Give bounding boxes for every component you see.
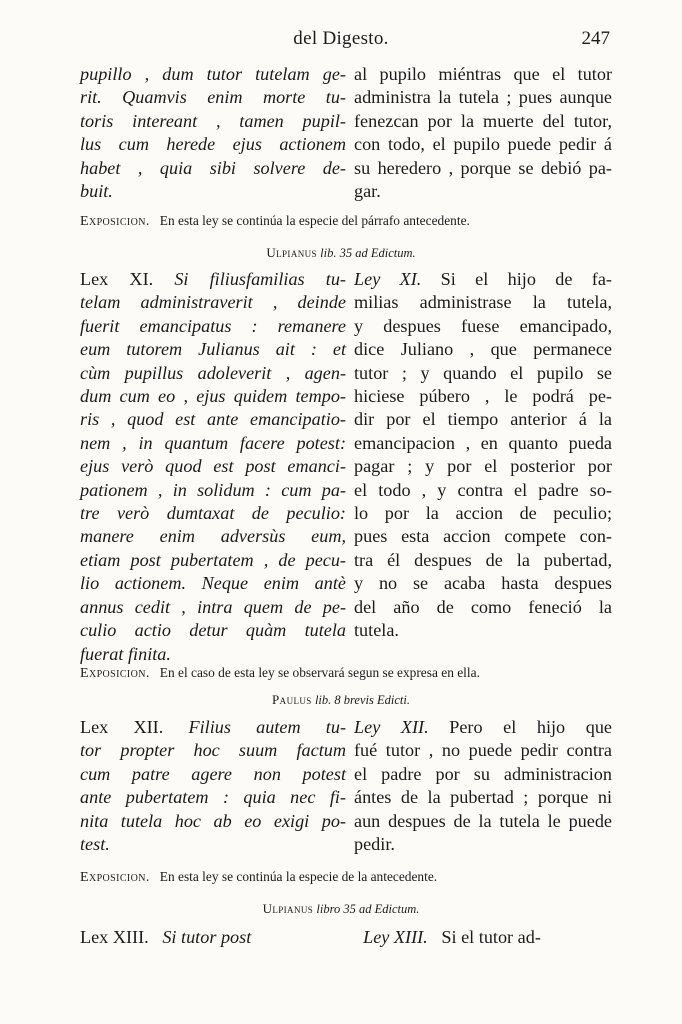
exposicion-text: En esta ley se continúa la especie del párrafo antecedente.	[159, 213, 470, 228]
latin-line: lio actionem. Neque enim antè	[80, 573, 346, 594]
source-author: Paulus	[272, 692, 312, 707]
page-header	[0, 28, 682, 54]
block1-latin-column	[80, 63, 346, 203]
block3	[80, 716, 612, 856]
block3-latin-column	[80, 716, 346, 856]
spanish-text: Pero el hijo que	[449, 717, 612, 737]
lex-heading: Lex XIII.	[80, 927, 149, 947]
spanish-line	[354, 716, 612, 739]
spanish-line: fué tutor , no puede pedir contra	[354, 740, 612, 761]
exposicion-note	[80, 869, 612, 886]
spanish-line: al pupilo miéntras que el tutor	[354, 64, 612, 84]
latin-line	[80, 268, 346, 291]
spanish-line: su heredero , porque se debió pa-	[354, 157, 612, 178]
latin-line: ejus verò quod est post emanci-	[80, 456, 346, 477]
latin-line: habet , quia sibi solvere de-	[80, 157, 346, 178]
spanish-line: dice Juliano , que permanece	[354, 339, 612, 360]
latin-line: pupillo , dum tutor tutelam ge-	[80, 64, 346, 84]
spanish-line: aun despues de la tutela le puede	[354, 810, 612, 831]
block4-spanish-column	[354, 926, 612, 949]
ley-heading: Ley XII.	[354, 717, 429, 737]
lex-heading: Lex XI.	[80, 269, 154, 289]
spanish-line: pagar ; y por el posterior por	[354, 456, 612, 477]
block2	[80, 268, 612, 666]
spanish-line: dir por el tiempo anterior á la	[354, 409, 612, 430]
latin-line: lus cum herede ejus actionem	[80, 134, 346, 155]
exposicion-label: Exposicion.	[80, 666, 150, 681]
spanish-line: gar.	[354, 181, 381, 202]
latin-line	[80, 716, 346, 739]
spanish-line: milias administrase la tutela,	[354, 292, 612, 313]
latin-line: ante pubertatem : quia nec fi-	[80, 787, 346, 808]
source-reference: lib. 35 ad Edictum.	[320, 246, 416, 260]
latin-line: tor propter hoc suum factum	[80, 740, 346, 761]
exposicion-label: Exposicion.	[80, 870, 150, 885]
block4	[80, 926, 612, 949]
latin-line: rit. Quamvis enim morte tu-	[80, 87, 346, 108]
latin-line: eum tutorem Julianus ait : et	[80, 339, 346, 360]
spanish-line: el padre por su administracion	[354, 763, 612, 784]
latin-line: etiam post pubertatem , de pecu-	[80, 549, 346, 570]
running-title: del Digesto.	[293, 28, 389, 49]
spanish-text: Si el tutor ad-	[441, 927, 541, 947]
spanish-line: del año de como feneció la	[354, 596, 612, 617]
spanish-line: fenezcan por la muerte del tutor,	[354, 110, 612, 131]
spanish-line: administra la tutela ; pues aunque	[354, 87, 612, 108]
spanish-line: ántes de la pubertad ; porque ni	[354, 787, 612, 808]
exposicion-note	[80, 665, 612, 682]
spanish-line: pedir.	[354, 834, 395, 855]
latin-text: Si filiusfamilias tu-	[174, 269, 346, 289]
spanish-line: hiciese púbero , le podrá pe-	[354, 386, 612, 407]
block2-latin-column	[80, 268, 346, 666]
spanish-text: Si el hijo de fa-	[440, 269, 612, 289]
spanish-line: emancipacion , en quanto pueda	[354, 432, 612, 453]
spanish-line: lo por la accion de peculio;	[354, 503, 612, 524]
latin-line: telam administraverit , deinde	[80, 292, 346, 313]
latin-line: fuerit emancipatus : remanere	[80, 315, 346, 336]
spanish-line: tutela.	[354, 620, 399, 641]
source-citation	[0, 245, 682, 261]
block1-spanish-column	[354, 63, 612, 203]
exposicion-text: En esta ley se continúa la especie de la antecedente.	[159, 869, 438, 884]
block2-spanish-column	[354, 268, 612, 666]
latin-text: Si tutor post	[162, 927, 252, 947]
source-citation	[0, 901, 682, 917]
exposicion-label: Exposicion.	[80, 214, 150, 229]
latin-line: buit.	[80, 181, 113, 202]
latin-line: culio actio detur quàm tutela	[80, 620, 346, 641]
source-author: Ulpianus	[266, 245, 317, 260]
spanish-line: y despues fuese emancipado,	[354, 315, 612, 336]
spanish-line: el todo , y contra el padre so-	[354, 479, 612, 500]
lex-heading: Lex XII.	[80, 717, 164, 737]
source-citation	[0, 692, 682, 708]
exposicion-note	[80, 213, 612, 230]
latin-line: cum patre agere non potest	[80, 763, 346, 784]
source-author: Ulpianus	[262, 901, 314, 916]
spanish-line: con todo, el pupilo puede pedir á	[354, 134, 612, 155]
latin-line: nem , in quantum facere potest:	[80, 432, 346, 453]
spanish-line	[354, 268, 612, 291]
ley-heading: Ley XI.	[354, 269, 422, 289]
spanish-line: pues esta accion compete con-	[354, 526, 612, 547]
block3-spanish-column	[354, 716, 612, 856]
source-reference: libro 35 ad Edictum.	[316, 902, 420, 916]
latin-line: fuerat finita.	[80, 643, 171, 664]
latin-line: annus cedit , intra quem de pe-	[80, 596, 346, 617]
spanish-line: tutor ; y quando el pupilo se	[354, 362, 612, 383]
block4-latin-column	[80, 926, 346, 949]
latin-line	[80, 926, 346, 949]
source-reference: lib. 8 brevis Edicti.	[314, 693, 410, 707]
latin-line: toris intereant , tamen pupil-	[80, 110, 346, 131]
latin-line: manere enim adversùs eum,	[80, 526, 346, 547]
spanish-line	[354, 926, 612, 949]
spanish-line: y no se acaba hasta despues	[354, 573, 612, 594]
page-number: 247	[581, 28, 610, 49]
latin-line: test.	[80, 834, 110, 855]
latin-line: tre verò dumtaxat de peculio:	[80, 503, 346, 524]
latin-text: Filius autem tu-	[188, 717, 347, 737]
latin-line: ris , quod est ante emancipatio-	[80, 409, 346, 430]
ley-heading: Ley XIII.	[363, 927, 428, 947]
spanish-line: tra él despues de la pubertad,	[354, 549, 612, 570]
exposicion-text: En el caso de esta ley se observará segun se expresa en ella.	[159, 665, 480, 680]
latin-line: nita tutela hoc ab eo exigi po-	[80, 810, 346, 831]
latin-line: dum cum eo , ejus quidem tempo-	[80, 386, 346, 407]
latin-line: cùm pupillus adoleverit , agen-	[80, 362, 346, 383]
block1	[80, 63, 612, 203]
latin-line: pationem , in solidum : cum pa-	[80, 479, 346, 500]
